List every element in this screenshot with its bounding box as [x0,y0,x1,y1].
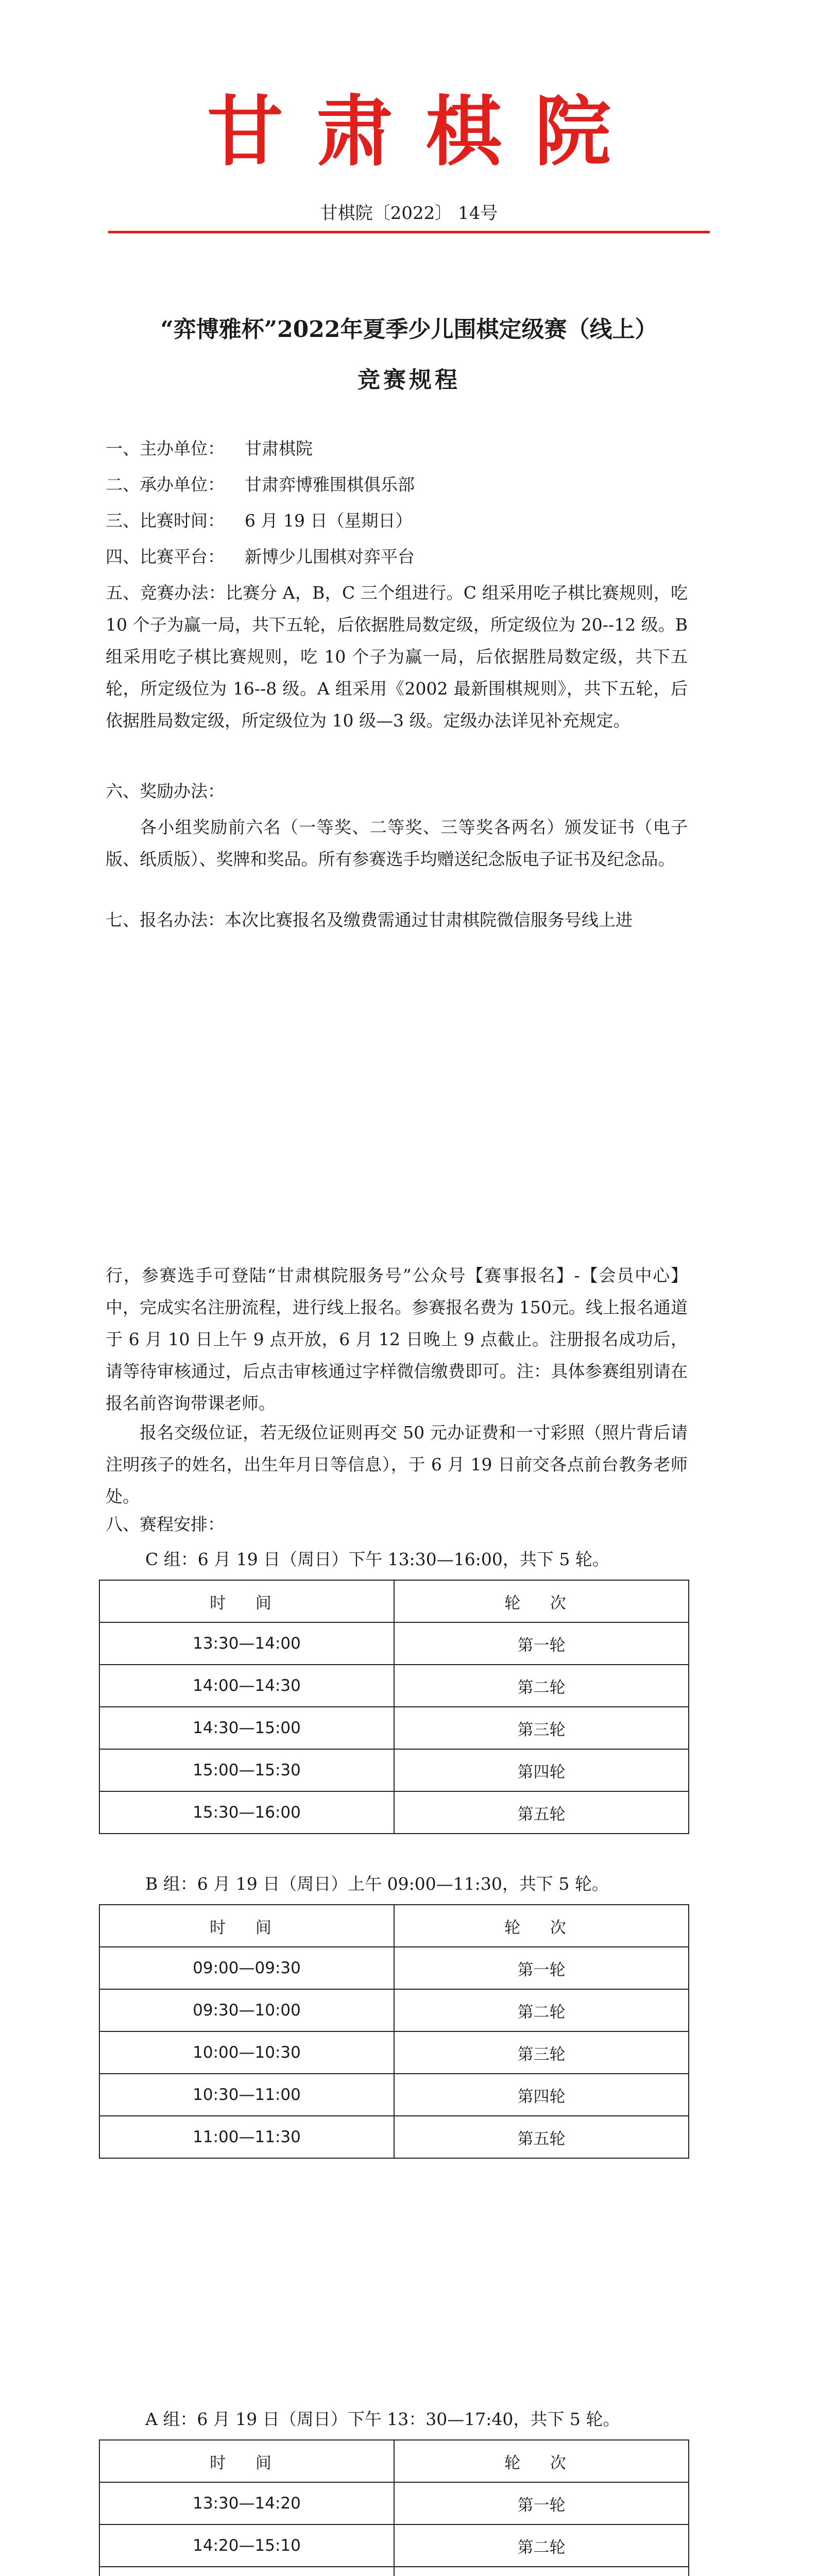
group-c-caption: C 组：6 月 19 日（周日）下午 13:30—16:00，共下 5 轮。 [145,1549,609,1569]
host-label: 二、承办单位： [106,474,225,495]
table-row [99,1665,689,1707]
table-header-row [99,1580,689,1622]
platform-value: 新博少儿围棋对弈平台 [245,547,415,567]
group-a-caption: A 组：6 月 19 日（周日）下午 13：30—17:40，共下 5 轮。 [145,2409,620,2429]
header-red-divider [108,231,710,233]
round-cell: 第一轮 [394,1622,689,1665]
time-cell: 13:30—14:20 [99,2482,394,2524]
table-row [99,2567,689,2576]
awards-paragraph: 各小组奖励前六名（一等奖、二等奖、三等奖各两名）颁发证书（电子版、纸质版）、奖牌和奖品。所有参赛选手均赠送纪念版电子证书及纪念品。 [106,817,688,869]
competition-method-paragraph: 五、竞赛办法：比赛分 A，B，C 三个组进行。C 组采用吃子棋比赛规则，吃 10 个子为赢一局，共下五轮，后依据胜局数定级，所定级位为 20--12 级。B 组采用吃子棋比赛规则，吃 10 个子为赢一局，后依据胜局数定级，共下五轮，所定级位为 16--8 级。A 组采用《2002 最新围棋规则》，共下五轮，后依据胜局数定级，所定级位为 10 级—3 级。定级办法详见补充规定。 [106,583,688,731]
round-cell [394,2567,689,2576]
time-header: 时 间 [99,1580,394,1622]
time-cell: 09:00—09:30 [99,1947,394,1989]
time-cell: 11:00—11:30 [99,2116,394,2158]
organizer-value: 甘肃棋院 [245,438,313,459]
round-cell: 第一轮 [394,2482,689,2524]
table-row [99,1622,689,1665]
group-c-schedule-table [99,1580,689,1834]
time-cell: 14:00—14:30 [99,1665,394,1707]
table-row [99,2074,689,2116]
time-cell: 15:30—16:00 [99,1791,394,1834]
time-cell: 10:30—11:00 [99,2074,394,2116]
group-b-schedule-table [99,1904,689,2159]
round-cell: 第二轮 [394,1665,689,1707]
round-cell: 第二轮 [394,1989,689,2031]
table-row [99,1707,689,1749]
registration-paragraph-line1: 七、报名办法：本次比赛报名及缴费需通过甘肃棋院微信服务号线上进 [106,910,633,930]
time-cell: 14:30—15:00 [99,1707,394,1749]
document-title: “弈博雅杯”2022年夏季少儿围棋定级赛（线上） [160,316,658,343]
table-row [99,2116,689,2158]
registration-paragraph: 行，参赛选手可登陆“甘肃棋院服务号”公众号【赛事报名】-【会员中心】中，完成实名注册流程，进行线上报名。参赛报名费为 150元。线上报名通道于 6 月 10 日上午 9 点开放，6 月 12 日晚上 9 点截止。注册报名成功后，请等待审核通过，后点击审核通过字样微信缴费即可。注：具体参赛组别请在报名前咨询带课老师。 [106,1265,688,1413]
schedule-label: 八、赛程安排： [106,1514,225,1534]
table-row [99,1749,689,1791]
time-cell: 14:20—15:10 [99,2524,394,2567]
round-cell: 第三轮 [394,2031,689,2074]
date-value: 6 月 19 日（星期日） [245,511,413,531]
time-cell: 09:30—10:00 [99,1989,394,2031]
round-header: 轮 次 [394,1580,689,1622]
time-header: 时 间 [99,2440,394,2482]
awards-label: 六、奖励办法： [106,781,225,801]
table-row [99,1947,689,1989]
time-cell: 13:30—14:00 [99,1622,394,1665]
time-header: 时 间 [99,1905,394,1947]
platform-label: 四、比赛平台： [106,547,225,567]
host-value: 甘肃弈博雅围棋俱乐部 [245,474,415,495]
table-row [99,1989,689,2031]
table-row [99,2482,689,2524]
group-b-caption: B 组：6 月 19 日（周日）上午 09:00—11:30，共下 5 轮。 [145,1874,609,1894]
table-row [99,1791,689,1834]
time-cell: 15:00—15:30 [99,1749,394,1791]
round-header: 轮 次 [394,2440,689,2482]
date-label: 三、比赛时间： [106,511,225,531]
level-certificate-paragraph: 报名交级位证，若无级位证则再交 50 元办证费和一寸彩照（照片背后请注明孩子的姓名，出生年月日等信息），于 6 月 19 日前交各点前台教务老师处。 [106,1422,688,1506]
round-cell: 第二轮 [394,2524,689,2567]
round-header: 轮 次 [394,1905,689,1947]
round-cell: 第四轮 [394,1749,689,1791]
time-cell [99,2567,394,2576]
table-row [99,2524,689,2567]
table-row [99,2031,689,2074]
organizer-label: 一、主办单位： [106,438,225,459]
org-header-title: 甘肃棋院 [207,87,644,176]
document-number: 甘棋院〔2022〕 14号 [320,203,498,224]
round-cell: 第五轮 [394,2116,689,2158]
table-header-row [99,1905,689,1947]
round-cell: 第五轮 [394,1791,689,1834]
round-cell: 第三轮 [394,1707,689,1749]
round-cell: 第四轮 [394,2074,689,2116]
round-cell: 第一轮 [394,1947,689,1989]
document-subtitle: 竞赛规程 [357,367,461,393]
table-header-row [99,2440,689,2482]
time-cell: 10:00—10:30 [99,2031,394,2074]
group-a-schedule-table [99,2439,689,2576]
